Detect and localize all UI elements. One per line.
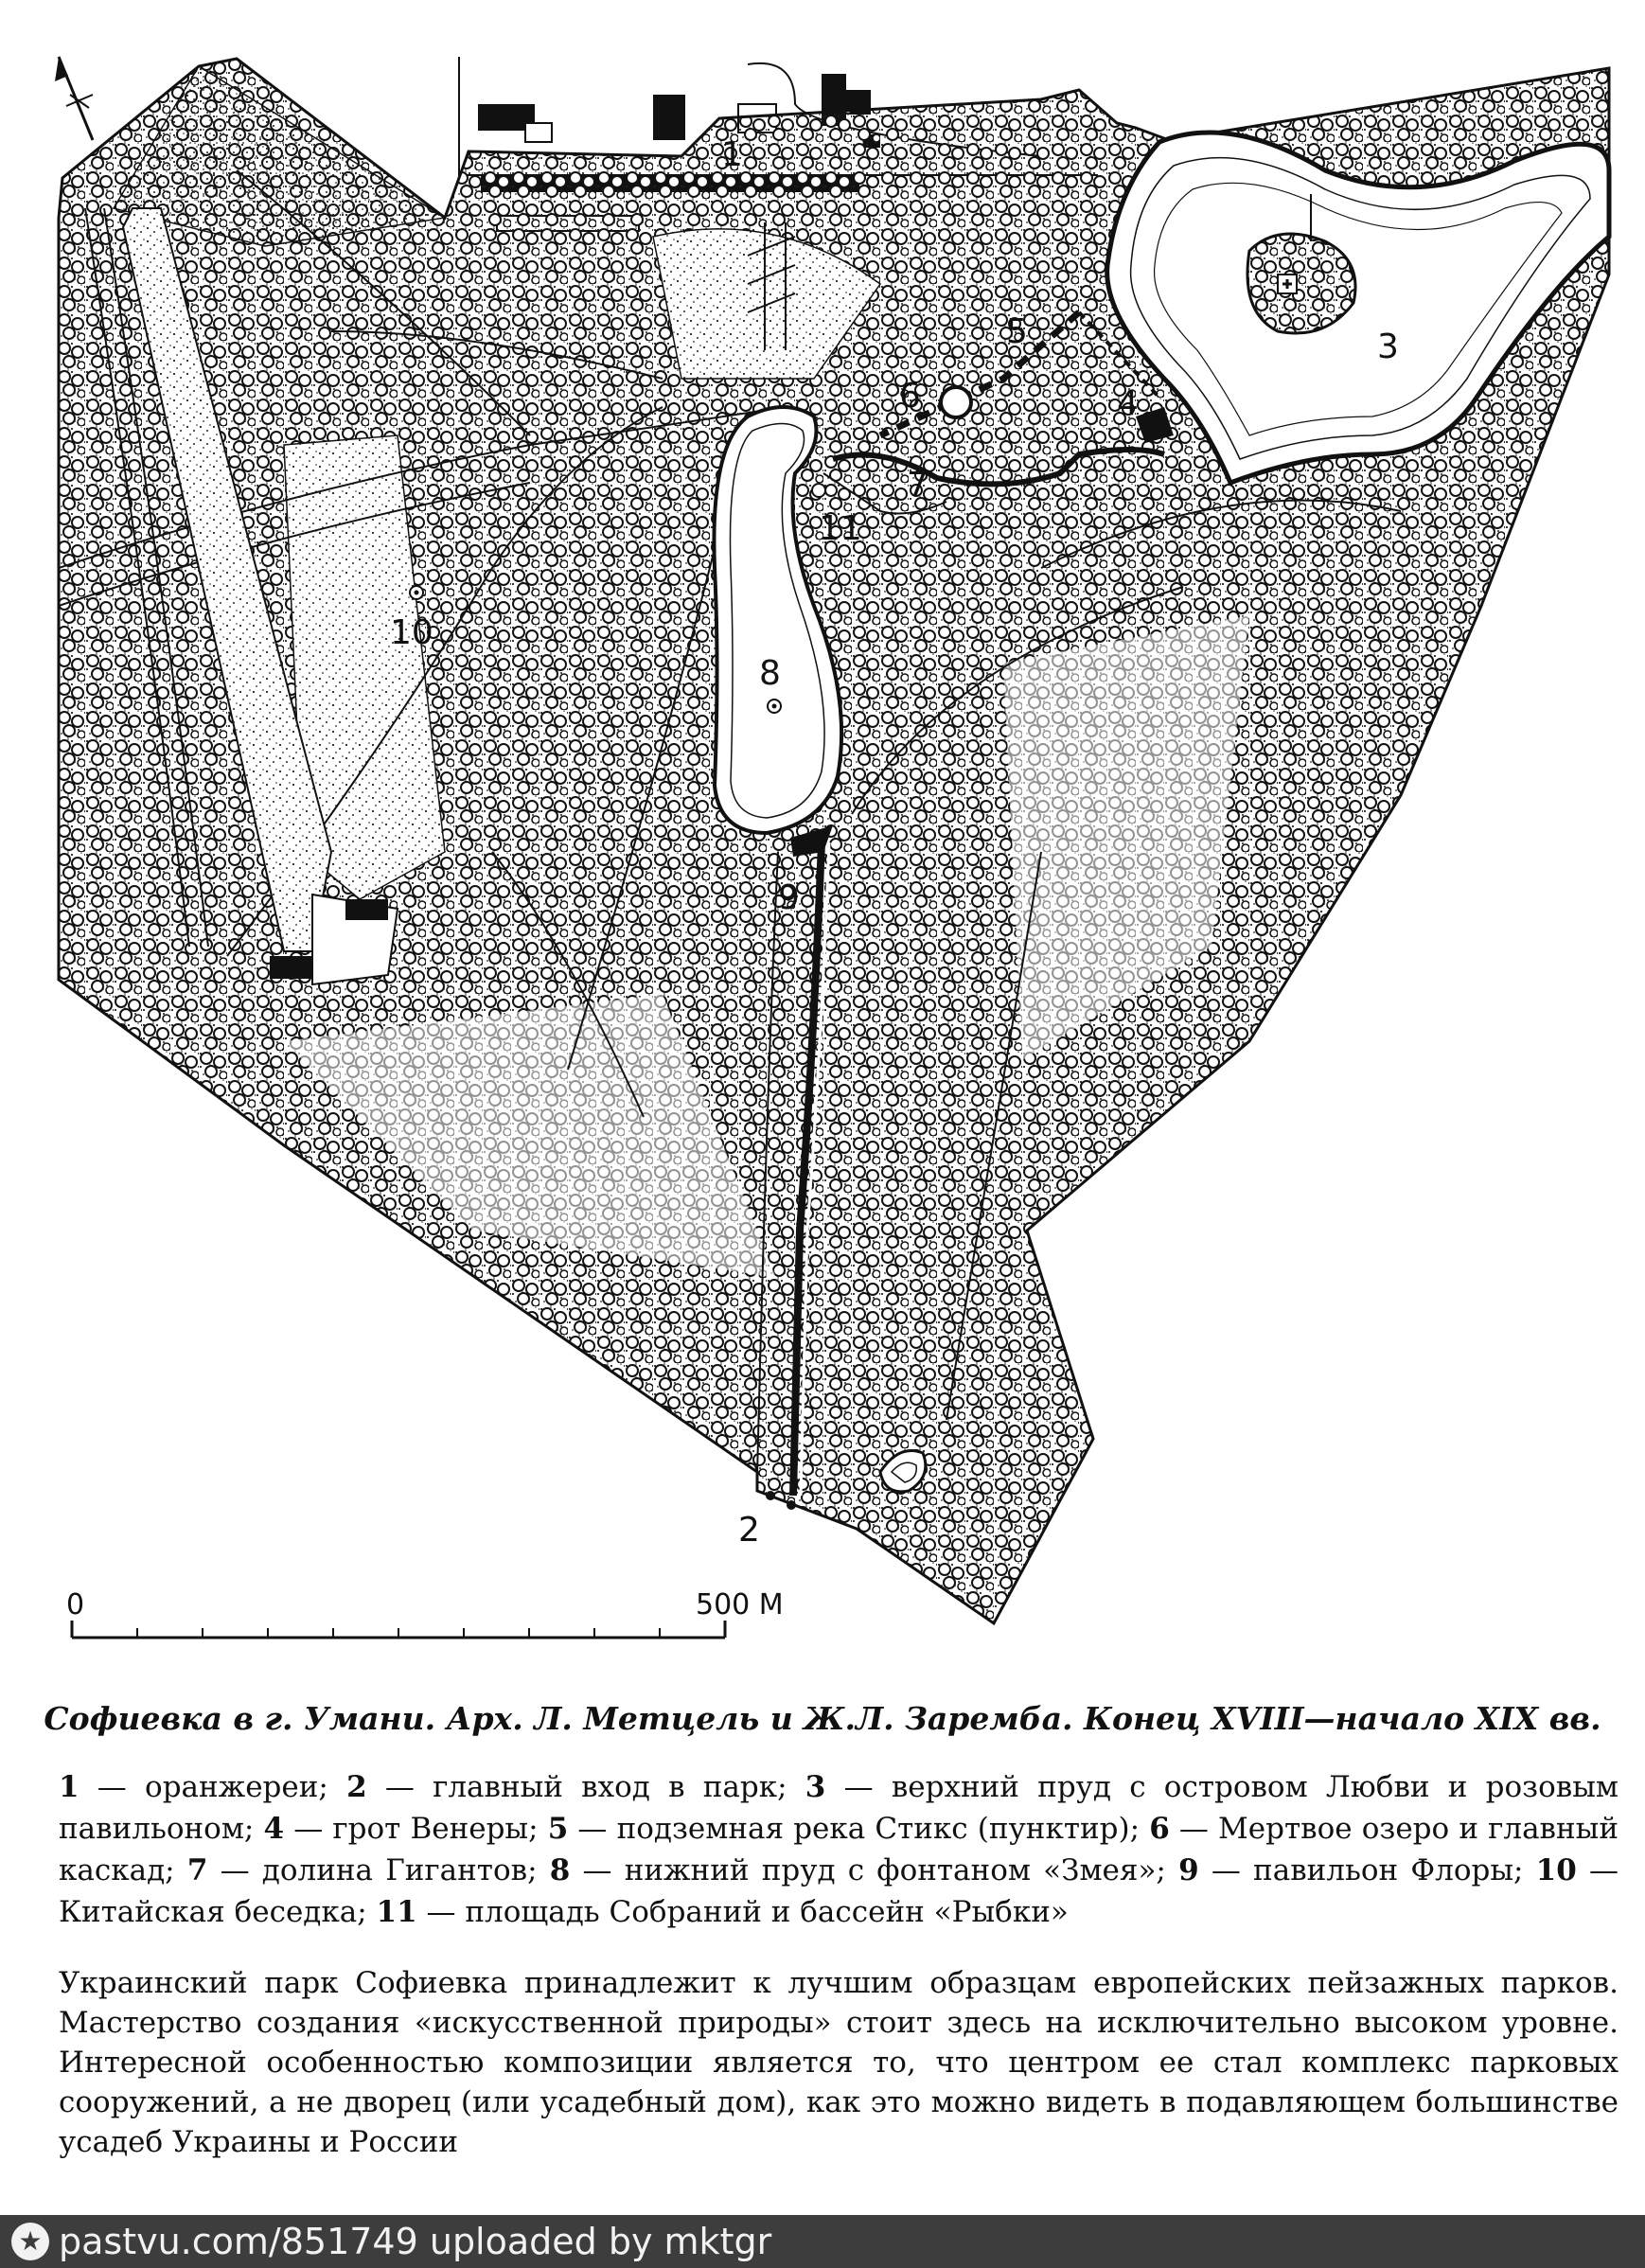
legend-item: 10 — Китайская беседка; <box>59 1853 1618 1929</box>
legend-item: 8 — нижний пруд с фонтаном «Змея»; <box>549 1853 1179 1887</box>
legend-item: 1 — оранжереи; <box>59 1770 347 1804</box>
map-label-5: 5 <box>1006 312 1028 351</box>
map-label-10: 10 <box>390 613 433 652</box>
legend-item: 4 — грот Венеры; <box>263 1812 548 1846</box>
map-label-11: 11 <box>819 509 862 548</box>
map-label-8: 8 <box>759 654 781 693</box>
legend-item: 5 — подземная река Стикс (пунктир); <box>547 1812 1150 1846</box>
map-label-4: 4 <box>1117 384 1139 423</box>
map-label-6: 6 <box>899 377 921 416</box>
legend-item: 3 — верхний пруд с островом Любви и розовым павильоном; <box>59 1770 1618 1846</box>
legend-item: 6 — Мертвое озеро и главный каскад; <box>59 1812 1618 1887</box>
figure-caption: Софиевка в г. Умани. Арх. Л. Метцель и Ж.Л. Заремба. Конец XVIII—начало XIX вв. <box>44 1700 1601 1737</box>
north-arrow-icon <box>55 57 93 140</box>
footer-text: pastvu.com/851749 uploaded by mktgr <box>59 2221 772 2262</box>
legend-item: 11 — площадь Собраний и бассейн «Рыбки» <box>376 1895 1069 1929</box>
map-label-1: 1 <box>721 135 743 174</box>
scale-bar <box>66 1588 784 1638</box>
legend-item: 7 — долина Гигантов; <box>186 1853 550 1887</box>
legend-item: 9 — павильон Флоры; <box>1178 1853 1536 1887</box>
map-label-7: 7 <box>907 466 929 505</box>
star-icon: ★ <box>11 2223 49 2260</box>
chinese-gazebo-icon <box>410 586 423 599</box>
description-paragraph: Украинский парк Софиевка принадлежит к лучшим образцам европейских пейзажных парков. Мастерство создания «искусственной природы» стоит здесь на исключительно высоком уровне. Интересной особенностью композиции является то, что центром ее стал комплекс парковых сооружений, а не дворец (или усадебный дом), как это можно видеть в подавляющем большинстве усадеб Украины и России <box>59 1966 1618 2159</box>
map-label-2: 2 <box>738 1511 760 1550</box>
map-label-9: 9 <box>778 878 800 917</box>
legend <box>59 1766 1618 1933</box>
scale-end-label: 500 М <box>696 1588 784 1621</box>
legend-item: 2 — главный вход в парк; <box>346 1770 805 1804</box>
watermark-footer <box>0 2215 1645 2268</box>
map-label-3: 3 <box>1377 328 1399 366</box>
scale-start-label: 0 <box>66 1588 85 1621</box>
